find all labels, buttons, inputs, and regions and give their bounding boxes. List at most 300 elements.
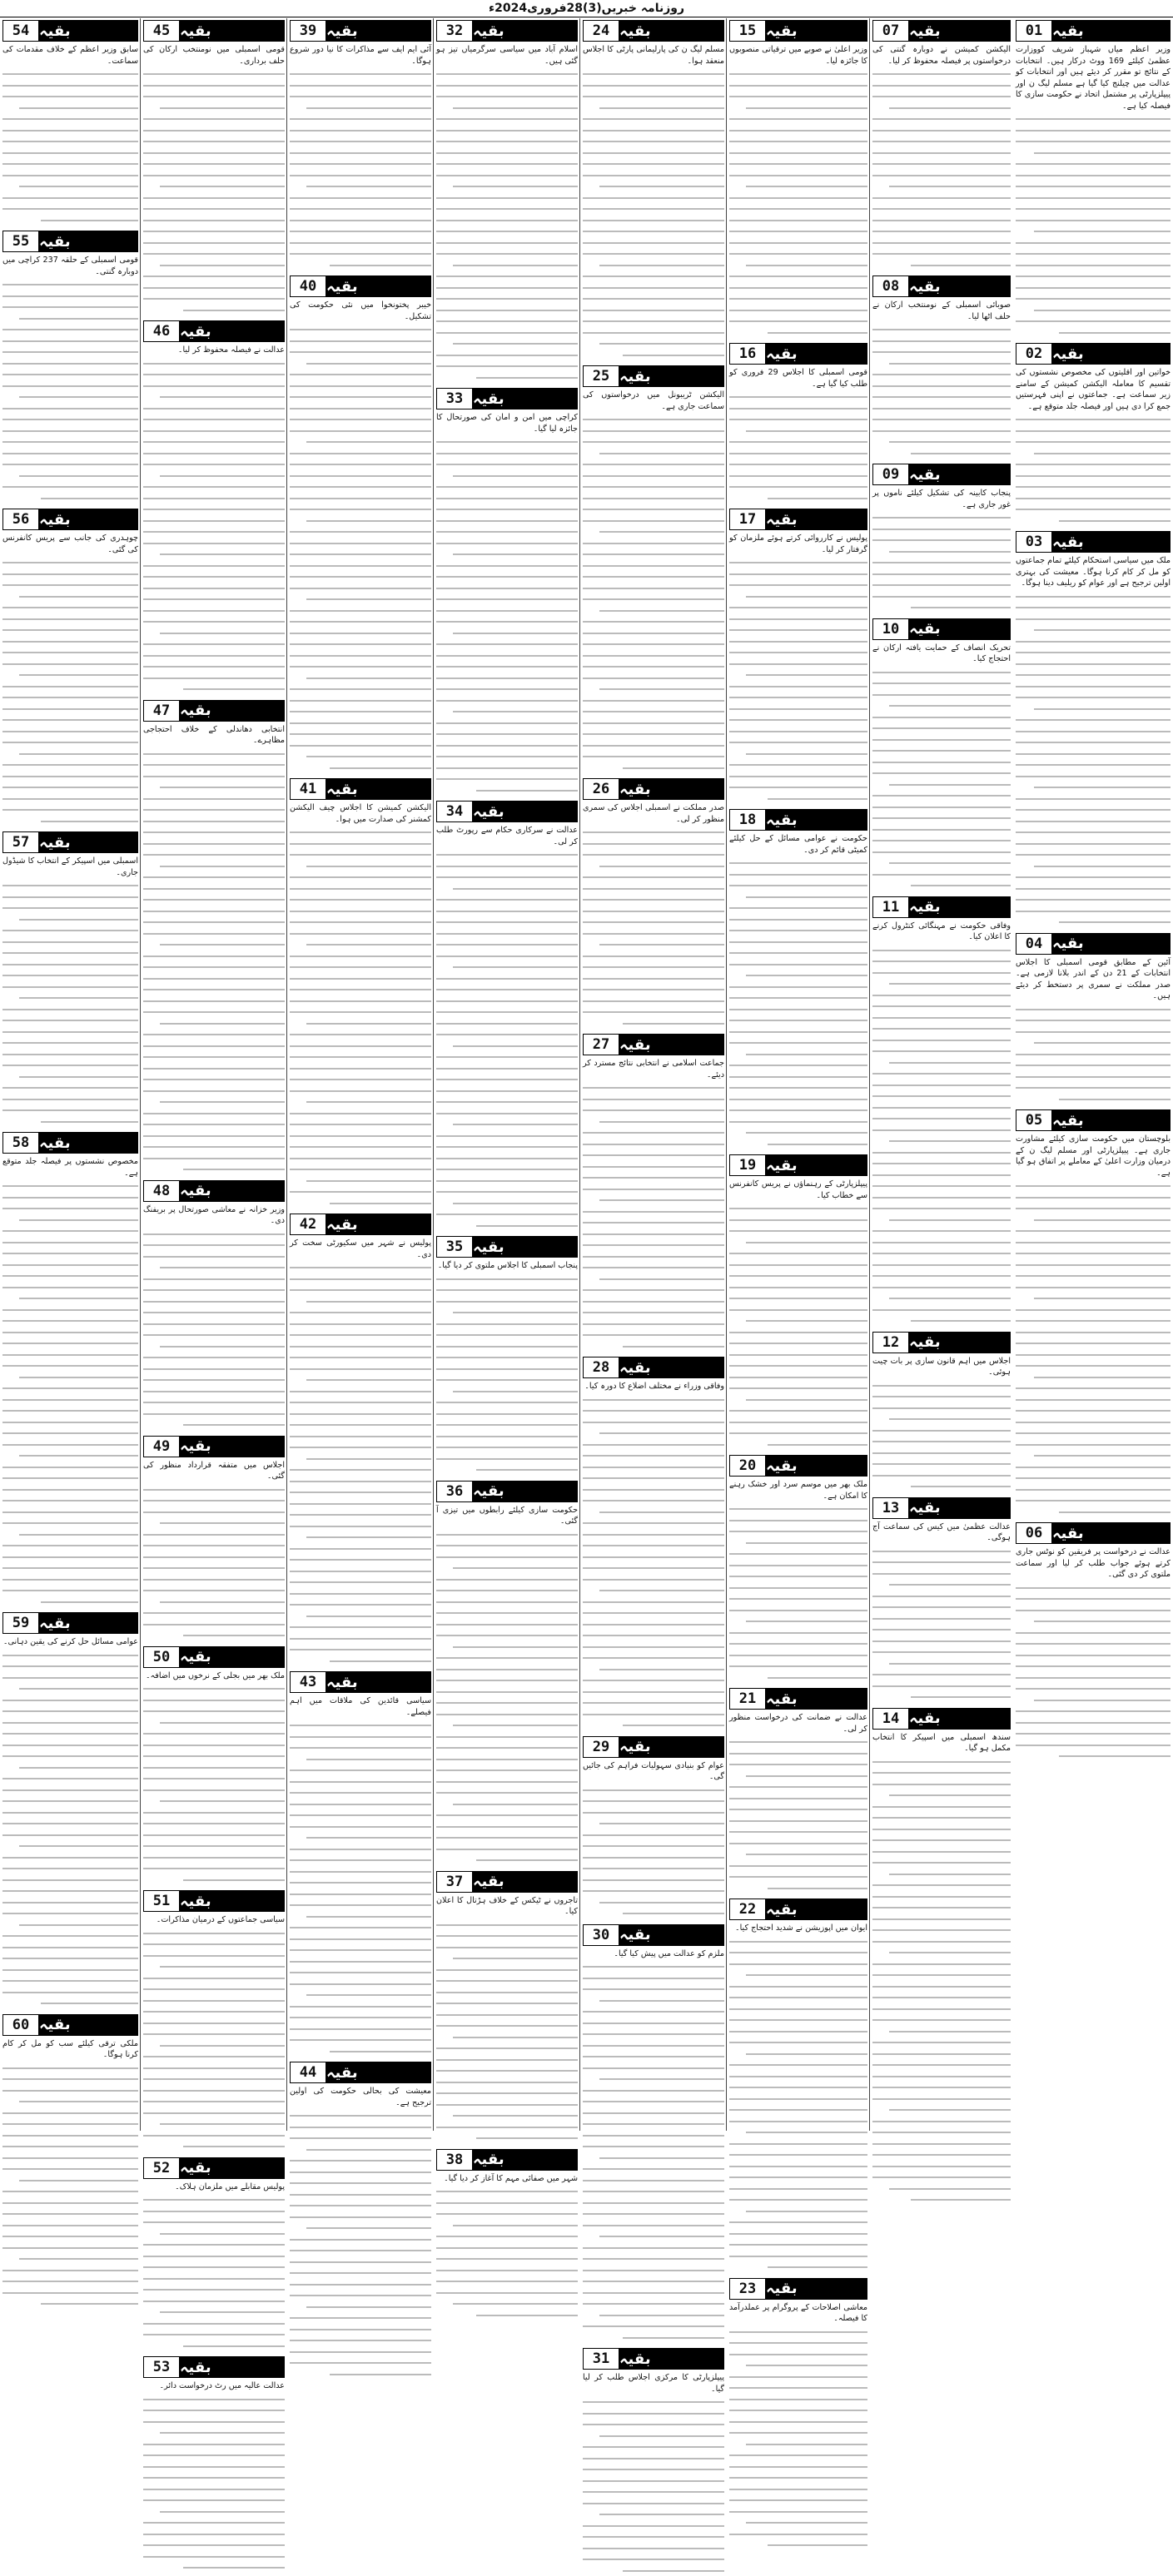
text-line — [143, 515, 285, 527]
text-line — [290, 436, 431, 448]
continuation-block-35 — [436, 1236, 578, 1476]
text-line — [436, 1453, 578, 1465]
text-line — [436, 470, 578, 482]
text-line — [290, 1085, 431, 1097]
text-line — [729, 782, 867, 793]
text-line — [729, 681, 867, 692]
text-line — [143, 628, 285, 639]
text-line — [583, 894, 724, 906]
text-line — [290, 616, 431, 628]
text-line — [872, 1869, 1011, 1880]
text-line — [436, 1562, 578, 1574]
text-line — [2, 936, 138, 948]
text-line — [436, 1307, 578, 1318]
text-line — [583, 305, 724, 316]
text-line — [583, 1439, 724, 1451]
text-line — [436, 638, 578, 650]
text-line — [143, 1029, 285, 1040]
text-line — [2, 1015, 138, 1026]
text-line — [2, 1551, 138, 1563]
text-line — [1016, 793, 1171, 805]
text-line — [729, 1571, 867, 1582]
text-line — [583, 1104, 724, 1116]
article-text: مسلم لیگ ن کی پارلیمانی پارٹی کا اجلاس منعقد ہوا۔ — [583, 44, 724, 67]
text-line — [143, 1540, 285, 1551]
continuation-block-53 — [143, 2356, 285, 2574]
text-line — [290, 2256, 431, 2268]
text-line — [872, 1248, 1011, 1259]
text-line — [2, 1930, 138, 1942]
text-line — [2, 1484, 138, 1496]
continuation-label: بقیہ — [180, 2356, 285, 2378]
text-line — [729, 759, 867, 771]
continuation-number: 38 — [436, 2149, 473, 2171]
text-line — [729, 2506, 867, 2518]
text-line — [729, 102, 867, 114]
text-line — [436, 871, 578, 883]
text-line — [872, 102, 1011, 114]
text-line — [436, 1652, 578, 1664]
continuation-number: 45 — [143, 20, 180, 42]
continuation-header — [583, 778, 724, 800]
text-line — [729, 1992, 867, 2003]
text-line — [2, 1372, 138, 1383]
continuation-label: بقیہ — [766, 809, 867, 831]
text-line — [729, 80, 867, 92]
text-line — [729, 2539, 867, 2551]
text-line — [290, 1531, 431, 1543]
continuation-header — [2, 20, 138, 42]
text-line — [872, 1090, 1011, 1102]
text-line — [436, 1551, 578, 1563]
text-line — [2, 1060, 138, 1071]
text-line — [729, 2026, 867, 2037]
text-line — [290, 1130, 431, 1142]
text-line — [583, 493, 724, 504]
text-line — [1016, 669, 1171, 681]
text-line — [436, 2099, 578, 2111]
continuation-header — [436, 801, 578, 822]
text-line — [290, 448, 431, 459]
text-line — [729, 2161, 867, 2172]
text-line — [2, 335, 138, 347]
text-line — [583, 1307, 724, 1318]
text-line — [583, 1664, 724, 1675]
text-line — [583, 2006, 724, 2018]
text-line — [583, 871, 724, 883]
text-line — [436, 2253, 578, 2265]
text-line — [436, 226, 578, 237]
text-line — [2, 1998, 138, 2009]
text-line — [1016, 782, 1171, 793]
text-line — [436, 2310, 578, 2321]
text-line — [583, 1161, 724, 1173]
text-line — [436, 1720, 578, 1731]
text-line — [2, 1037, 138, 1049]
text-line — [290, 1554, 431, 1566]
text-line — [729, 2127, 867, 2138]
continuation-label: بقیہ — [619, 20, 724, 42]
text-line — [2, 2265, 138, 2276]
text-line — [872, 2048, 1011, 2060]
text-line — [583, 1495, 724, 1506]
text-line — [436, 136, 578, 147]
text-line — [872, 1613, 1011, 1625]
text-lines — [729, 1203, 867, 1450]
text-line — [2, 1740, 138, 1751]
text-line — [729, 91, 867, 102]
text-line — [290, 984, 431, 995]
continuation-number: 37 — [436, 1871, 473, 1893]
text-line — [436, 1529, 578, 1541]
text-line — [729, 2427, 867, 2439]
text-line — [729, 237, 867, 249]
text-line — [729, 2037, 867, 2048]
continuation-label: بقیہ — [180, 1890, 285, 1912]
continuation-block-31 — [583, 2348, 724, 2576]
text-line — [290, 638, 431, 650]
text-line — [143, 459, 285, 470]
text-line — [143, 1607, 285, 1619]
text-line — [729, 1537, 867, 1549]
text-line — [436, 2065, 578, 2077]
article-text: پیپلزپارٹی کے رہنماؤں نے پریس کانفرنس سے خطاب کیا۔ — [729, 1179, 867, 1201]
text-line — [729, 1936, 867, 1948]
text-line — [872, 1981, 1011, 1993]
text-line — [2, 1517, 138, 1529]
text-line — [290, 826, 431, 838]
text-line — [436, 650, 578, 662]
text-line — [290, 1844, 431, 1855]
text-line — [1016, 826, 1171, 838]
text-line — [729, 2371, 867, 2383]
text-line — [583, 650, 724, 662]
text-line — [872, 1158, 1011, 1169]
text-line — [583, 1194, 724, 1206]
text-line — [729, 260, 867, 271]
text-line — [2, 947, 138, 959]
text-line — [143, 861, 285, 872]
text-lines — [872, 68, 1011, 271]
text-line — [436, 2087, 578, 2099]
continuation-number: 30 — [583, 1924, 619, 1946]
text-line — [872, 1180, 1011, 1192]
article-text: شہر میں صفائی مہم کا آغاز کر دیا گیا۔ — [436, 2173, 578, 2185]
text-line — [1016, 804, 1171, 816]
article-text: سیاسی قائدین کی ملاقات میں اہم فیصلے۔ — [290, 1695, 431, 1718]
text-line — [143, 1153, 285, 1164]
text-line — [2, 692, 138, 703]
text-line — [2, 981, 138, 993]
text-lines — [1016, 113, 1171, 338]
text-lines — [729, 1736, 867, 1894]
text-line — [1016, 504, 1171, 515]
text-line — [2, 2118, 138, 2130]
text-line — [729, 771, 867, 782]
column-6 — [286, 18, 434, 2131]
text-line — [436, 1799, 578, 1810]
text-line — [1016, 816, 1171, 827]
text-line — [2, 1705, 138, 1717]
text-line — [290, 1911, 431, 1923]
text-line — [436, 1787, 578, 1799]
text-line — [872, 602, 1011, 613]
text-line — [583, 1116, 724, 1128]
text-line — [1016, 1582, 1171, 1594]
text-line — [436, 683, 578, 695]
text-line — [436, 203, 578, 215]
text-line — [872, 1568, 1011, 1580]
text-line — [290, 2357, 431, 2369]
text-line — [583, 683, 724, 695]
continuation-label: بقیہ — [39, 509, 138, 530]
text-line — [1016, 305, 1171, 316]
text-line — [583, 2464, 724, 2475]
text-line — [143, 2194, 285, 2206]
text-line — [143, 192, 285, 204]
text-line — [583, 2298, 724, 2310]
text-lines — [436, 68, 578, 383]
text-line — [872, 436, 1011, 448]
text-line — [143, 1284, 285, 1296]
text-line — [436, 1776, 578, 1788]
text-line — [729, 1082, 867, 1094]
text-line — [872, 181, 1011, 192]
text-line — [436, 717, 578, 729]
text-line — [1016, 1037, 1171, 1049]
text-line — [290, 2122, 431, 2133]
text-line — [2, 2231, 138, 2242]
continuation-header — [872, 1332, 1011, 1353]
text-line — [583, 838, 724, 850]
text-line — [290, 1419, 431, 1431]
text-line — [729, 1871, 867, 1883]
text-line — [729, 613, 867, 625]
text-line — [290, 1933, 431, 1945]
text-line — [729, 2382, 867, 2394]
text-line — [872, 1458, 1011, 1470]
text-line — [290, 1877, 431, 1889]
text-line — [2, 681, 138, 692]
text-line — [143, 380, 285, 392]
continuation-block-38 — [436, 2149, 578, 2321]
continuation-block-15 — [729, 20, 867, 338]
page-masthead: روزنامہ خبریں(3)28فروری2024ء — [0, 0, 1173, 17]
continuation-header — [143, 20, 285, 42]
text-line — [143, 1596, 285, 1608]
text-line — [436, 1697, 578, 1709]
text-lines — [436, 849, 578, 1231]
continuation-header — [729, 509, 867, 530]
text-line — [143, 1840, 285, 1852]
text-line — [583, 170, 724, 181]
text-line — [872, 1237, 1011, 1248]
text-line — [290, 181, 431, 192]
text-line — [143, 2251, 285, 2262]
continuation-number: 25 — [583, 365, 619, 387]
continuation-block-51 — [143, 1890, 285, 2152]
text-line — [1016, 1248, 1171, 1259]
continuation-label: بقیہ — [766, 1154, 867, 1176]
continuation-header — [729, 1688, 867, 1710]
text-line — [1016, 759, 1171, 771]
continuation-block-01 — [1016, 20, 1171, 338]
continuation-number: 20 — [729, 1455, 766, 1477]
text-line — [2, 2085, 138, 2097]
text-line — [290, 961, 431, 973]
text-line — [583, 282, 724, 294]
text-line — [583, 1686, 724, 1698]
text-line — [729, 602, 867, 613]
text-line — [872, 512, 1011, 524]
text-line — [143, 1085, 285, 1097]
text-line — [290, 237, 431, 249]
text-line — [583, 826, 724, 838]
text-line — [143, 2461, 285, 2473]
text-line — [872, 779, 1011, 791]
text-line — [143, 906, 285, 917]
text-line — [143, 2085, 285, 2097]
text-line — [436, 1352, 578, 1363]
text-line — [143, 136, 285, 147]
text-line — [729, 2206, 867, 2217]
text-line — [729, 1394, 867, 1406]
text-line — [583, 2186, 724, 2197]
text-line — [143, 1352, 285, 1363]
text-lines — [729, 391, 867, 504]
text-line — [2, 1203, 138, 1214]
continuation-number: 33 — [436, 388, 473, 409]
text-line — [290, 661, 431, 673]
text-line — [2, 636, 138, 648]
text-line — [436, 293, 578, 305]
continuation-header — [1016, 20, 1171, 42]
text-line — [583, 2118, 724, 2130]
text-line — [2, 1672, 138, 1684]
text-line — [436, 928, 578, 940]
text-line — [143, 2529, 285, 2540]
continuation-block-20 — [729, 1455, 867, 1683]
text-line — [872, 1556, 1011, 1568]
continuation-block-23 — [729, 2278, 867, 2551]
text-line — [436, 706, 578, 717]
text-line — [2, 414, 138, 425]
continuation-label: بقیہ — [180, 1646, 285, 1668]
text-line — [729, 1225, 867, 1237]
text-line — [290, 1063, 431, 1075]
text-line — [583, 1082, 724, 1094]
continuation-label: بقیہ — [326, 1671, 431, 1693]
text-line — [143, 414, 285, 425]
text-line — [583, 1852, 724, 1864]
text-line — [583, 158, 724, 170]
text-line — [290, 481, 431, 493]
text-line — [2, 470, 138, 482]
text-line — [2, 158, 138, 170]
text-line — [436, 740, 578, 752]
text-line — [143, 771, 285, 782]
text-line — [436, 1186, 578, 1198]
text-line — [729, 2014, 867, 2026]
text-line — [2, 448, 138, 459]
text-line — [583, 2441, 724, 2453]
text-line — [436, 1029, 578, 1040]
continuation-block-17 — [729, 509, 867, 804]
text-line — [290, 1175, 431, 1187]
text-line — [143, 2018, 285, 2029]
text-line — [1016, 624, 1171, 636]
text-lines — [436, 1529, 578, 1866]
text-line — [436, 1284, 578, 1296]
text-line — [729, 1270, 867, 1282]
text-line — [583, 2073, 724, 2085]
article-text: ملک بھر میں موسم سرد اور خشک رہنے کا امکان ہے۔ — [729, 1479, 867, 1501]
text-line — [2, 1506, 138, 1518]
text-line — [729, 1582, 867, 1594]
continuation-number: 32 — [436, 20, 473, 42]
continuation-number: 27 — [583, 1034, 619, 1055]
text-line — [872, 1402, 1011, 1414]
continuation-number: 49 — [143, 1436, 180, 1457]
text-line — [436, 1397, 578, 1408]
text-lines — [729, 857, 867, 1149]
text-line — [583, 504, 724, 515]
text-line — [729, 1616, 867, 1627]
text-line — [583, 1273, 724, 1285]
text-line — [2, 1953, 138, 1964]
text-line — [872, 857, 1011, 869]
text-line — [143, 1374, 285, 1386]
text-line — [2, 1784, 138, 1796]
text-line — [729, 2439, 867, 2450]
text-line — [1016, 1225, 1171, 1237]
article-text: قومی اسمبلی کا اجلاس 29 فروری کو طلب کیا گیا ہے۔ — [729, 367, 867, 390]
text-line — [583, 1675, 724, 1686]
text-line — [1016, 692, 1171, 703]
text-line — [290, 1273, 431, 1285]
text-line — [1016, 470, 1171, 482]
text-line — [2, 403, 138, 414]
text-line — [872, 1969, 1011, 1981]
text-line — [2, 1270, 138, 1282]
text-line — [1016, 714, 1171, 726]
text-line — [290, 2234, 431, 2246]
continuation-label: بقیہ — [766, 1455, 867, 1477]
continuation-number: 16 — [729, 343, 766, 365]
text-line — [872, 113, 1011, 125]
text-line — [2, 658, 138, 670]
text-lines — [2, 1650, 138, 2009]
text-line — [143, 560, 285, 572]
text-line — [872, 192, 1011, 204]
text-line — [729, 2484, 867, 2495]
text-line — [583, 1619, 724, 1630]
text-line — [2, 1394, 138, 1406]
text-line — [2, 714, 138, 726]
text-line — [729, 1838, 867, 1849]
text-line — [290, 1397, 431, 1408]
text-line — [2, 136, 138, 147]
continuation-block-06 — [1016, 1522, 1171, 1762]
continuation-number: 09 — [872, 464, 909, 485]
text-line — [436, 1596, 578, 1608]
text-line — [290, 1854, 431, 1866]
text-line — [729, 2149, 867, 2161]
text-line — [872, 1045, 1011, 1057]
text-line — [143, 782, 285, 793]
text-line — [143, 2028, 285, 2040]
text-line — [729, 1627, 867, 1639]
